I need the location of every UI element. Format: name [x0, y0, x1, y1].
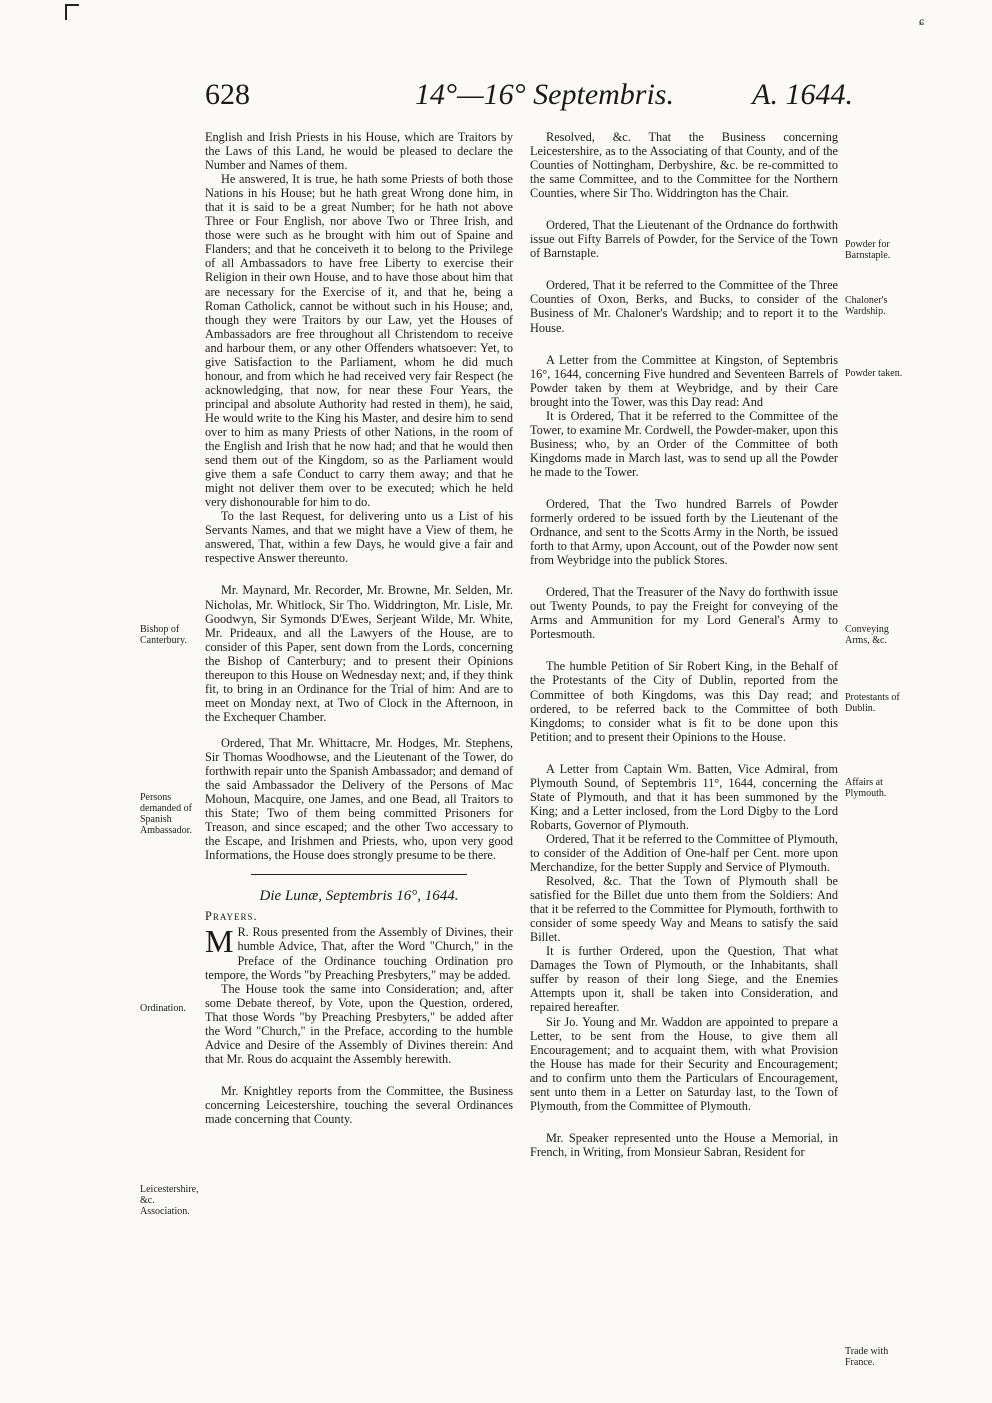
margin-note-bishop: Bishop of Canterbury. — [140, 624, 187, 646]
paragraph: Ordered, That it be referred to the Committee of the Three Counties of Oxon, Berks, and Bucks, to consider of the Business of Mr. Chaloner's Wardship; and to report it to the House. — [530, 278, 838, 335]
header-dates: 14°—16° Septembris. — [415, 78, 674, 111]
paragraph: Mr. Speaker represented unto the House a Memorial, in French, in Writing, from Monsieur Sabran, Resident for — [530, 1130, 838, 1159]
paragraph: Ordered, That the Lieutenant of the Ordnance do forthwith issue out Fifty Barrels of Powder, for the Service of the Town of Barnstaple. — [530, 218, 838, 261]
margin-note-leicester: Leicestershire, &c. Association. — [140, 1184, 199, 1217]
right-column — [530, 130, 838, 1159]
paragraph: Sir Jo. Young and Mr. Waddon are appointed to prepare a Letter, to be sent from the House, to give them all Encouragement; and to acquaint them, with what Provision the House has made for their Security and Encouragement; and to confirm unto them the Particulars of Encouragement, sent unto them in a Letter on Saturday last, to the Town of Plymouth, from the Committee of Plymouth. — [530, 1014, 838, 1113]
paragraph: It is Ordered, That it be referred to the Committee of the Tower, to examine Mr. Cordwell, the Powder-maker, upon this Business; who, by an Order of the Committee of both Kingdoms made in March last, was to send up all the Powder he made to the Tower. — [530, 408, 838, 479]
prayers-heading: Prayers. — [205, 909, 258, 924]
paragraph: A Letter from Captain Wm. Batten, Vice Admiral, from Plymouth Sound, of Septembris 11°, 1644, concerning the State of Plymouth, and that it has been summoned by the King; and a Letter inclosed, from the Lord Digby to the Lord Robarts, Governor of Plymouth. — [530, 761, 838, 832]
margin-note-ordination: Ordination. — [140, 1003, 186, 1014]
margin-note-powder-barnstaple: Powder for Barnstaple. — [845, 239, 891, 261]
paragraph: Resolved, &c. That the Business concerning Leicestershire, as to the Associating of that County, and of the Counties of Nottingham, Derbyshire, &c. be re-committed to the same Committee, and to the Committee for the Northern Counties, where Sir Tho. Widdrington has the Chair. — [530, 130, 838, 201]
corner-mark: ɕ — [919, 14, 925, 28]
paragraph: Resolved, &c. That the Town of Plymouth shall be satisfied for the Billet due unto them from the Soldiers: And that it be referred to the Committee for Plymouth, forthwith to consider of some speedy Way and Means to satisfy the said Billet. — [530, 874, 838, 945]
paragraph-text: R. Rous presented from the Assembly of Divines, their humble Advice, That, after the Word "Church," in the Preface of the Ordinance touching Ordination pro tempore, the Words "by Preaching Presbyters," may be added. — [205, 925, 513, 982]
left-column — [205, 130, 513, 1126]
margin-note-conveying: Conveying Arms, &c. — [845, 624, 889, 646]
margin-note-plymouth: Affairs at Plymouth. — [845, 777, 887, 799]
paragraph: Ordered, That it be referred to the Committee of Plymouth, to consider of the Addition of One-half per Cent. more upon Merchandize, for the better Supply and Service of Plymouth. — [530, 831, 838, 875]
paragraph: A Letter from the Committee at Kingston, of Septembris 16°, 1644, concerning Five hundred and Seventeen Barrels of Powder taken by them at Weybridge, and by their Care brought into the Tower, was this Day read: And — [530, 352, 838, 409]
paragraph: Ordered, That the Two hundred Barrels of Powder formerly ordered to be issued forth by the Lieutenant of the Ordnance, and sent to the Scotts Army in the North, be issued forth to that Army, upon Account, out of the Powder now sent from Weybridge into the publick Stores. — [530, 496, 838, 568]
drop-cap: M — [205, 923, 234, 960]
paragraph: It is further Ordered, upon the Question, That what Damages the Town of Plymouth, or the Inhabitants, shall suffer by reason of their long Siege, and the Enemies Attempts upon it, shall be taken into Consideration, and repaired hereafter. — [530, 944, 838, 1015]
paragraph: To the last Request, for delivering unto us a List of his Servants Names, and that we might have a View of them, he answered, That, within a few Days, he would give a fair and respective Answer thereunto. — [205, 509, 513, 566]
margin-note-france: Trade with France. — [845, 1346, 889, 1368]
margin-note-chaloner: Chaloner's Wardship. — [845, 295, 888, 317]
paragraph: He answered, It is true, he hath some Priests of both those Nations in his House; but he hath great Wrong done him, in that it is said to be a great Number; for he hath not above Three or Four English, nor above Two or Three Irish, and those were such as he brought with him out of Spaine and Flanders; and that he conceiveth it to belong to the Privilege of all Ambassadors to have free Liberty to exercise their Religion in their own House, and to have those about him that are necessary for the Exercise of it, and that he, being a Roman Catholick, cannot be without such in his House; and, though they were Traitors by our Law, yet the Houses of Ambassadors are free throughout all Christendom to receive and harbour them, or any other Offenders whatsoever: Yet, to give Satisfaction to the Parliament, whom he did much honour, and from which he had received very fair Respect (he acknowledging, that now, for near these Four Years, the principal and absolute Authority had rested in them), he said, He would write to the King his Master, and desire him to send over to him as many Priests of other Nations, in the room of the English and Irish that he now had; and that he would then send them out of the Kingdom, so as the Parliament would give them a safe Conduct to carry them away; and that he might not deliver them over to be executed; which he held very dishonourable for him to do. — [205, 172, 513, 510]
section-title: Die Lunæ, Septembris 16°, 1644. — [259, 888, 459, 905]
paragraph: Mr. Maynard, Mr. Recorder, Mr. Browne, Mr. Selden, Mr. Nicholas, Mr. Whitlock, Sir Tho. Widdrington, Mr. Lisle, Mr. Goodwyn, Sir Symonds D'Ewes, Serjeant Wilde, Mr. White, Mr. Prideaux, and all the Lawyers of the House, are to consider of this Paper, sent down from the Lords, concerning the Bishop of Canterbury; and to present their Opinions thereupon to this House on Wednesday next; and, if they think fit, to bring in an Ordinance for the Trial of him: And are to meet on Monday next, at Two of Clock in the Afternoon, in the Exchequer Chamber. — [205, 583, 513, 724]
paragraph — [205, 925, 513, 981]
paragraph: The House took the same into Consideration; and, after some Debate thereof, by Vote, upon the Question, ordered, That those Words "by Preaching Presbyters," be added after the Word "Church," in the Preface, according to the humble Advice and Desire of the Assembly of Divines therein: And that Mr. Rous do acquaint the Assembly herewith. — [205, 981, 513, 1066]
page-header — [205, 78, 853, 124]
margin-note-powder-taken: Powder taken. — [845, 368, 903, 379]
paragraph: Ordered, That the Treasurer of the Navy do forthwith issue out Twenty Pounds, to pay the Freight for conveying of the Arms and Ammunition for my Lord General's Army to Portesmouth. — [530, 585, 838, 642]
paragraph: The humble Petition of Sir Robert King, in the Behalf of the Protestants of the City of Dublin, reported from the Committee of both Kingdoms, was this Day read; and ordered, to be referred back to the Committee of both Kingdoms; to consider what is fit to be done upon this Petition; and to present their Opinions to the House. — [530, 659, 838, 744]
section-divider — [251, 874, 467, 875]
header-year: A. 1644. — [752, 78, 853, 111]
paragraph: English and Irish Priests in his House, which are Traitors by the Laws of this Land, he would be pleased to declare the Number and Names of them. — [205, 130, 513, 173]
margin-note-persons: Persons demanded of Spanish Ambassador. — [140, 792, 192, 836]
page-number: 628 — [205, 78, 250, 111]
paragraph: Mr. Knightley reports from the Committee, the Business concerning Leicestershire, touching the several Ordinances made concerning that County. — [205, 1083, 513, 1126]
margin-note-protestants: Protestants of Dublin. — [845, 692, 900, 714]
crop-mark-top-left-vertical — [65, 4, 67, 20]
paragraph: Ordered, That Mr. Whittacre, Mr. Hodges, Mr. Stephens, Sir Thomas Woodhowse, and the Lieutenant of the Tower, do forthwith repair unto the Spanish Ambassador; and demand of the said Ambassador the Delivery of the Persons of Mac Mohoun, Macquire, one James, and one Bead, all Traitors to this State; Two of them being committed Prisoners for Treason, and since escaped; and the other Two accessary to the Escape, and Irishmen and Priests, who, upon very good Informations, the House does strongly presume to be there. — [205, 735, 513, 863]
crop-mark-top-left-horizontal — [65, 4, 79, 6]
